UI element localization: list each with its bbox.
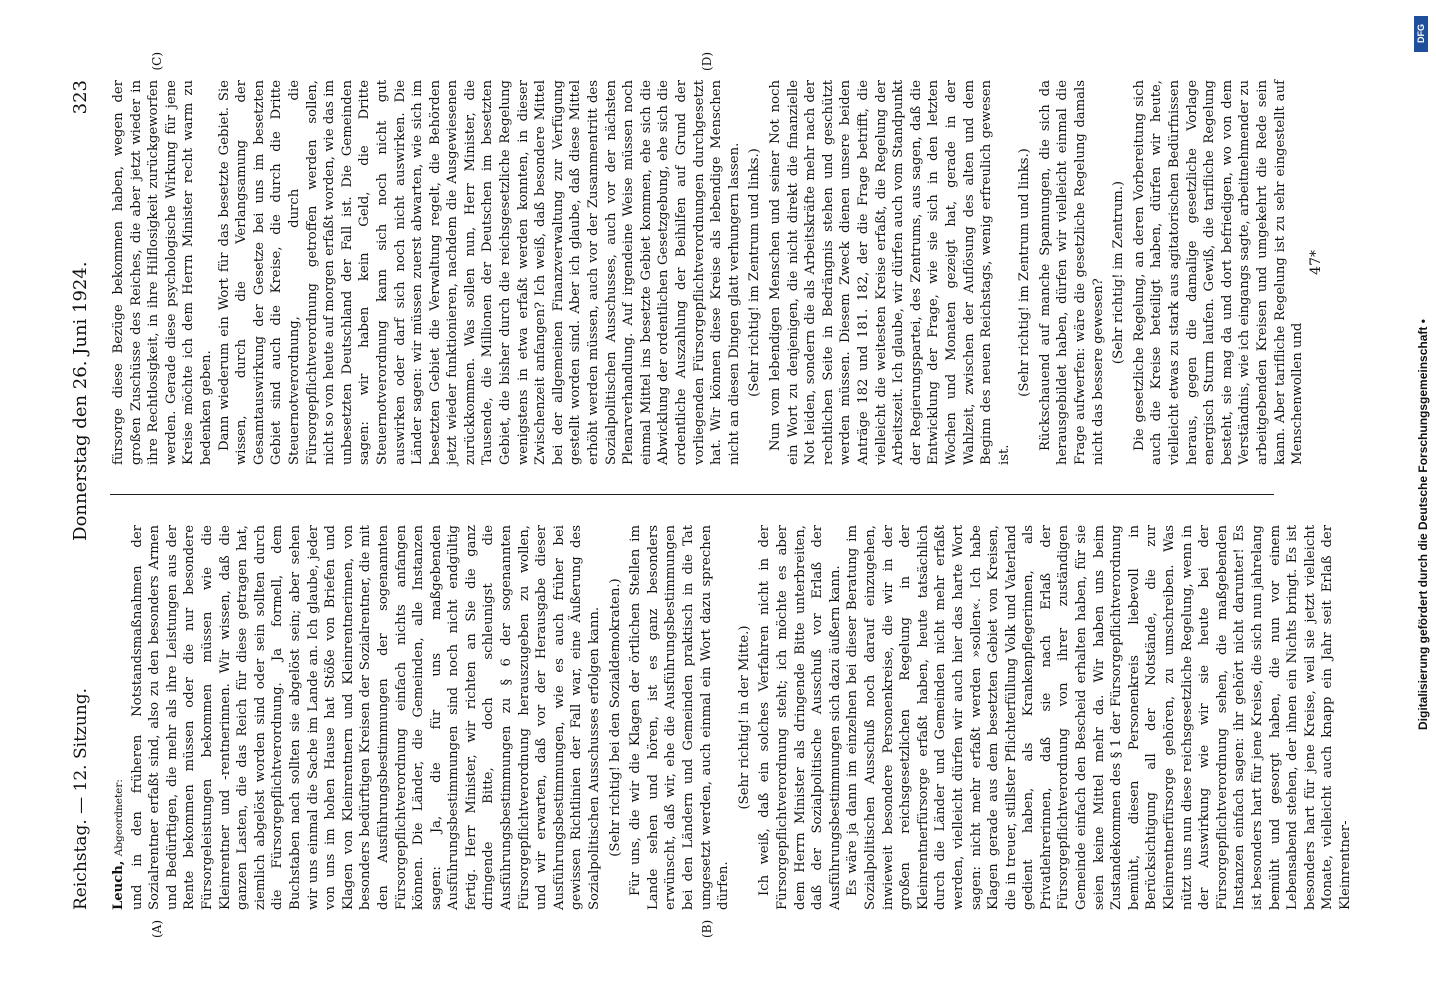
header-date: Donnerstag den 26. Juni 1924. — [70, 261, 91, 541]
right-column — [110, 80, 1306, 465]
speaker-line — [110, 525, 129, 910]
digitization-text: Digitalisierung gefördert durch die Deutsche Forschungsgemeinschaft • — [1416, 319, 1430, 730]
header-left: Reichstag. — 12. Sitzung. — [71, 687, 91, 910]
margin-letter-a: (A) — [150, 919, 164, 938]
margin-letter-d: (D) — [700, 52, 714, 71]
left-column — [110, 525, 1353, 910]
left-paragraph-4: Es wäre ja dann im einzelnen bei dieser Beratung im Sozialpolitischen Ausschuß noch darauf einzugehen, inwieweit besondere Personenkreise, die wir in der großen reichsgesetzlichen Regelung in der Kleinrentnerfürsorge erfaßt haben, heute tatsächlich durch die Länder und Gemeinden nicht mehr erfaßt werden, vielleicht dürfen wir auch hier das harte Wort sagen: nicht mehr erfaßt werden »sollen«. Ich habe Klagen gerade aus dem besetzten Gebiet von Kreisen, die in treuer, stillster Pflichterfüllung Volk und Vaterland gedient haben, als Krankenpflegerinnen, als Privatlehrerinnen, daß sie nach Erlaß der Fürsorgepflichtverordnung von ihrer zuständigen Gemeinde einfach den Bescheid erhalten haben, für sie seien keine Mittel mehr da. Wir haben uns beim Zustandekommen des § 1 der Fürsorgepflichtverordnung bemüht, diesen Personenkreis liebevoll in Berücksichtigung all der Notstände, die zur Kleinrentnerfürsorge gehören, zu umschreiben. Was nützt uns nun diese reichsgesetzliche Regelung, wenn in der Auswirkung wie wir sie heute bei der Fürsorgepflichtverordnung sehen, die maßgebenden Instanzen einfach sagen: ihr gehört nicht darunter! Es ist besonders hart für jene Kreise, die sich nun jahrelang bemüht und gesorgt haben, die nun vor einem Lebensabend stehen, der ihnen ein Nichts bringt. Es ist besonders hart für jene Kreise, weil sie jetzt vielleicht Monate, vielleicht auch knapp ein Jahr seit Erlaß der Kleinrentner- — [845, 525, 1353, 910]
right-interjection-1: (Sehr richtig! im Zentrum und links.) — [747, 148, 763, 397]
right-paragraph-5: Die gesetzliche Regelung, an deren Vorbereitung sich auch die Kreise beteiligt haben, dürfen wir heute, vielleicht etwas zu stark aus agitatorischen Bedürfnissen heraus, gegen die damalige gesetzliche Vorlage energisch Sturm laufen. Gewiß, die tarifliche Regelung besteht, sie mag da und dort befriedigen, wo von dem Verständnis, wie ich eingangs sagte, arbeitnehmender zu arbeitgebenden Kreisen und umgekehrt die Rede sein kann. Aber tarifliche Regelung ist zu sehr eingestellt auf Menschenwollen und — [1131, 80, 1306, 465]
running-head — [70, 80, 94, 910]
left-paragraph-2: Für uns, die wir die Klagen der örtlichen Stellen im Lande sehen und hören, ist es ganz besonders erwünscht, daß wir, ehe die Ausführungsbestimmungen bei den Ländern und Gemeinden praktisch in die Tat umgesetzt werden, auch einmal ein Wort dazu sprechen dürfen. — [628, 525, 732, 910]
right-interjection-3: (Sehr richtig! im Zentrum.) — [1111, 180, 1127, 365]
right-paragraph-3: Nun vom lebendigen Menschen und seiner Not noch ein Wort zu denjenigen, die nicht direkt die finanzielle Not leiden, sondern die als Arbeitskräfte mehr nach der rechtlichen Seite in Bedrängnis stehen und geschützt werden müssen. Diesem Zweck dienen unsere beiden Anträge 182 und 181. 182, der die Frage betrifft, die vielleicht die weitesten Kreise erfaßt, die Regelung der Arbeitszeit. Ich glaube, wir dürfen auch vom Standpunkt der Regierungspartei, des Zentrums, aus sagen, daß die Entwicklung der Frage, wie sie sich in den letzten Wochen und Monaten gezeigt hat, gerade in der Wahlzeit, zwischen der Auflösung des alten und dem Beginn des neuen Reichstags, wenig erfreulich gewesen ist. — [767, 80, 1012, 465]
left-interjection-1: (Sehr richtig! bei den Sozialdemokraten.) — [607, 578, 623, 857]
speaker-title: Abgeordneter: — [113, 779, 125, 857]
right-interjection-2: (Sehr richtig! im Zentrum und links.) — [1017, 148, 1033, 397]
left-paragraph-3: Ich weiß, daß ein solches Verfahren nicht in der Fürsorgepflichtverordnung steht; ich möchte es aber dem Herrn Minister als dringende Bitte unterbreiten, daß der Sozialpolitische Ausschuß vor Erlaß der Ausführungsbestimmungen sich dazu äußern kann. — [757, 525, 843, 910]
left-paragraph-1: und in den früheren Notstandsmaßnahmen der Sozialrentner erfaßt sind, also zu den besonders Armen und Bedürftigen, die mehr als ihre Leistungen aus der Rente bekommen müssen oder die nur besondere Fürsorgeleistungen bekommen müssen wie die Kleinrentner und -rentnerinnen. Wir wissen, daß die ganzen Lasten, die das Reich für diese getragen hat, ziemlich abgelöst worden sind oder sein sollten durch die Fürsorgepflichtverordnung. Ja formell, dem Buchstaben nach sollten sie abgelöst sein; aber sehen wir uns einmal die Sache im Lande an. Ich glaube, jeder von uns im hohen Hause hat Stöße von Briefen und Klagen von Kleinrentnern und Kleinrentnerinnen, von besonders bedürftigen Kreisen der Sozialrentner, die mit den Ausführungsbestimmungen der sogenannten Fürsorgepflichtverordnung einfach nichts anfangen können. Die Länder, die Gemeinden, alle Instanzen sagen: Ja, die für uns maßgebenden Ausführungsbestimmungen sind noch nicht endgültig fertig. Herr Minister, wir richten an Sie die ganz dringende Bitte, doch schleunigst die Ausführungsbestimmungen zu § 6 der sogenannten Fürsorgepflichtverordnung herauszugeben zu wollen, und wir erwarten, daß vor der Herausgabe dieser Ausführungsbestimmungen, wie es auch früher bei gewissen Richtlinien der Fall war, eine Äußerung des Sozialpolitischen Ausschusses erfolgen kann. — [129, 525, 603, 910]
speaker-name: Leuch, — [111, 860, 126, 910]
right-paragraph-4: Rückschauend auf manche Spannungen, die sich da herausgebildet haben, dürfen wir vielleicht einmal die Frage aufwerfen: wäre die gesetzliche Regelung damals nicht das bessere gewesen? — [1037, 80, 1106, 465]
margin-letter-c: (C) — [150, 52, 164, 71]
page-number: 323 — [70, 80, 91, 115]
margin-letter-b: (B) — [700, 919, 714, 938]
digitization-note — [1410, 10, 1432, 990]
right-paragraph-2: Dann wiederum ein Wort für das besetzte Gebiet. Sie wissen, durch die Verlangsamung der Gesamtauswirkung der Gesetze bei uns im besetzten Gebiet sind auch die Kreise, die durch die Dritte Steuernotverordnung, durch die Fürsorgepflichtverordnung getroffen werden sollen, nicht so von heute auf morgen erfaßt worden, wie das im unbesetzten Deutschland der Fall ist. Die Gemeinden sagen: wir haben kein Geld, die Dritte Steuernotverordnung kann sich noch nicht gut auswirken oder darf sich noch nicht auswirken. Die Länder sagen: wir müssen zuerst abwarten, wie sich im besetzten Gebiet die Verwaltung regelt, die Behörden jetzt wieder funktionieren, nachdem die Ausgewiesenen zurückkommen. Was sollen nun, Herr Minister, die Tausende, die Millionen der Deutschen im besetzten Gebiet, die bisher durch die reichsgesetzliche Regelung wenigstens in etwa erfaßt werden konnten, in dieser Zwischenzeit anfangen? Ich weiß, daß besondere Mittel bei der allgemeinen Finanzverwaltung zur Verfügung gestellt worden sind. Aber ich glaube, daß diese Mittel erhöht werden müssen, auch vor der Zusammentritt des Sozialpolitischen Ausschusses, auch vor der nächsten Plenarverhandlung. Auf irgendeine Weise müssen noch einmal Mittel ins besetzte Gebiet kommen, ehe sich die Abwicklung der ordentlichen Gesetzgebung, ehe sich die ordentliche Auszahlung der Beihilfen auf Grund der vorliegenden Fürsorgepflichtverordnungen durchgesetzt hat. Wir können diese Kreise als lebendige Menschen nicht an diesen Dingen glatt verhungern lassen. — [216, 80, 742, 465]
signature-mark: 47* — [1308, 250, 1324, 275]
dfg-logo: DFG — [1414, 16, 1428, 52]
column-divider — [110, 494, 1274, 495]
left-interjection-2: (Sehr richtig! in der Mitte.) — [736, 625, 752, 810]
right-paragraph-1: fürsorge diese Bezüge bekommen haben, wegen der großen Zuschüsse des Reiches, die aber jetzt wieder in ihre Rechtlosigkeit, in ihre Hilflosigkeit zurückgeworfen werden. Gerade diese psychologische Wirkung für jene Kreise möchte ich dem Herrn Minister recht warm zu bedenken geben. — [111, 80, 214, 465]
